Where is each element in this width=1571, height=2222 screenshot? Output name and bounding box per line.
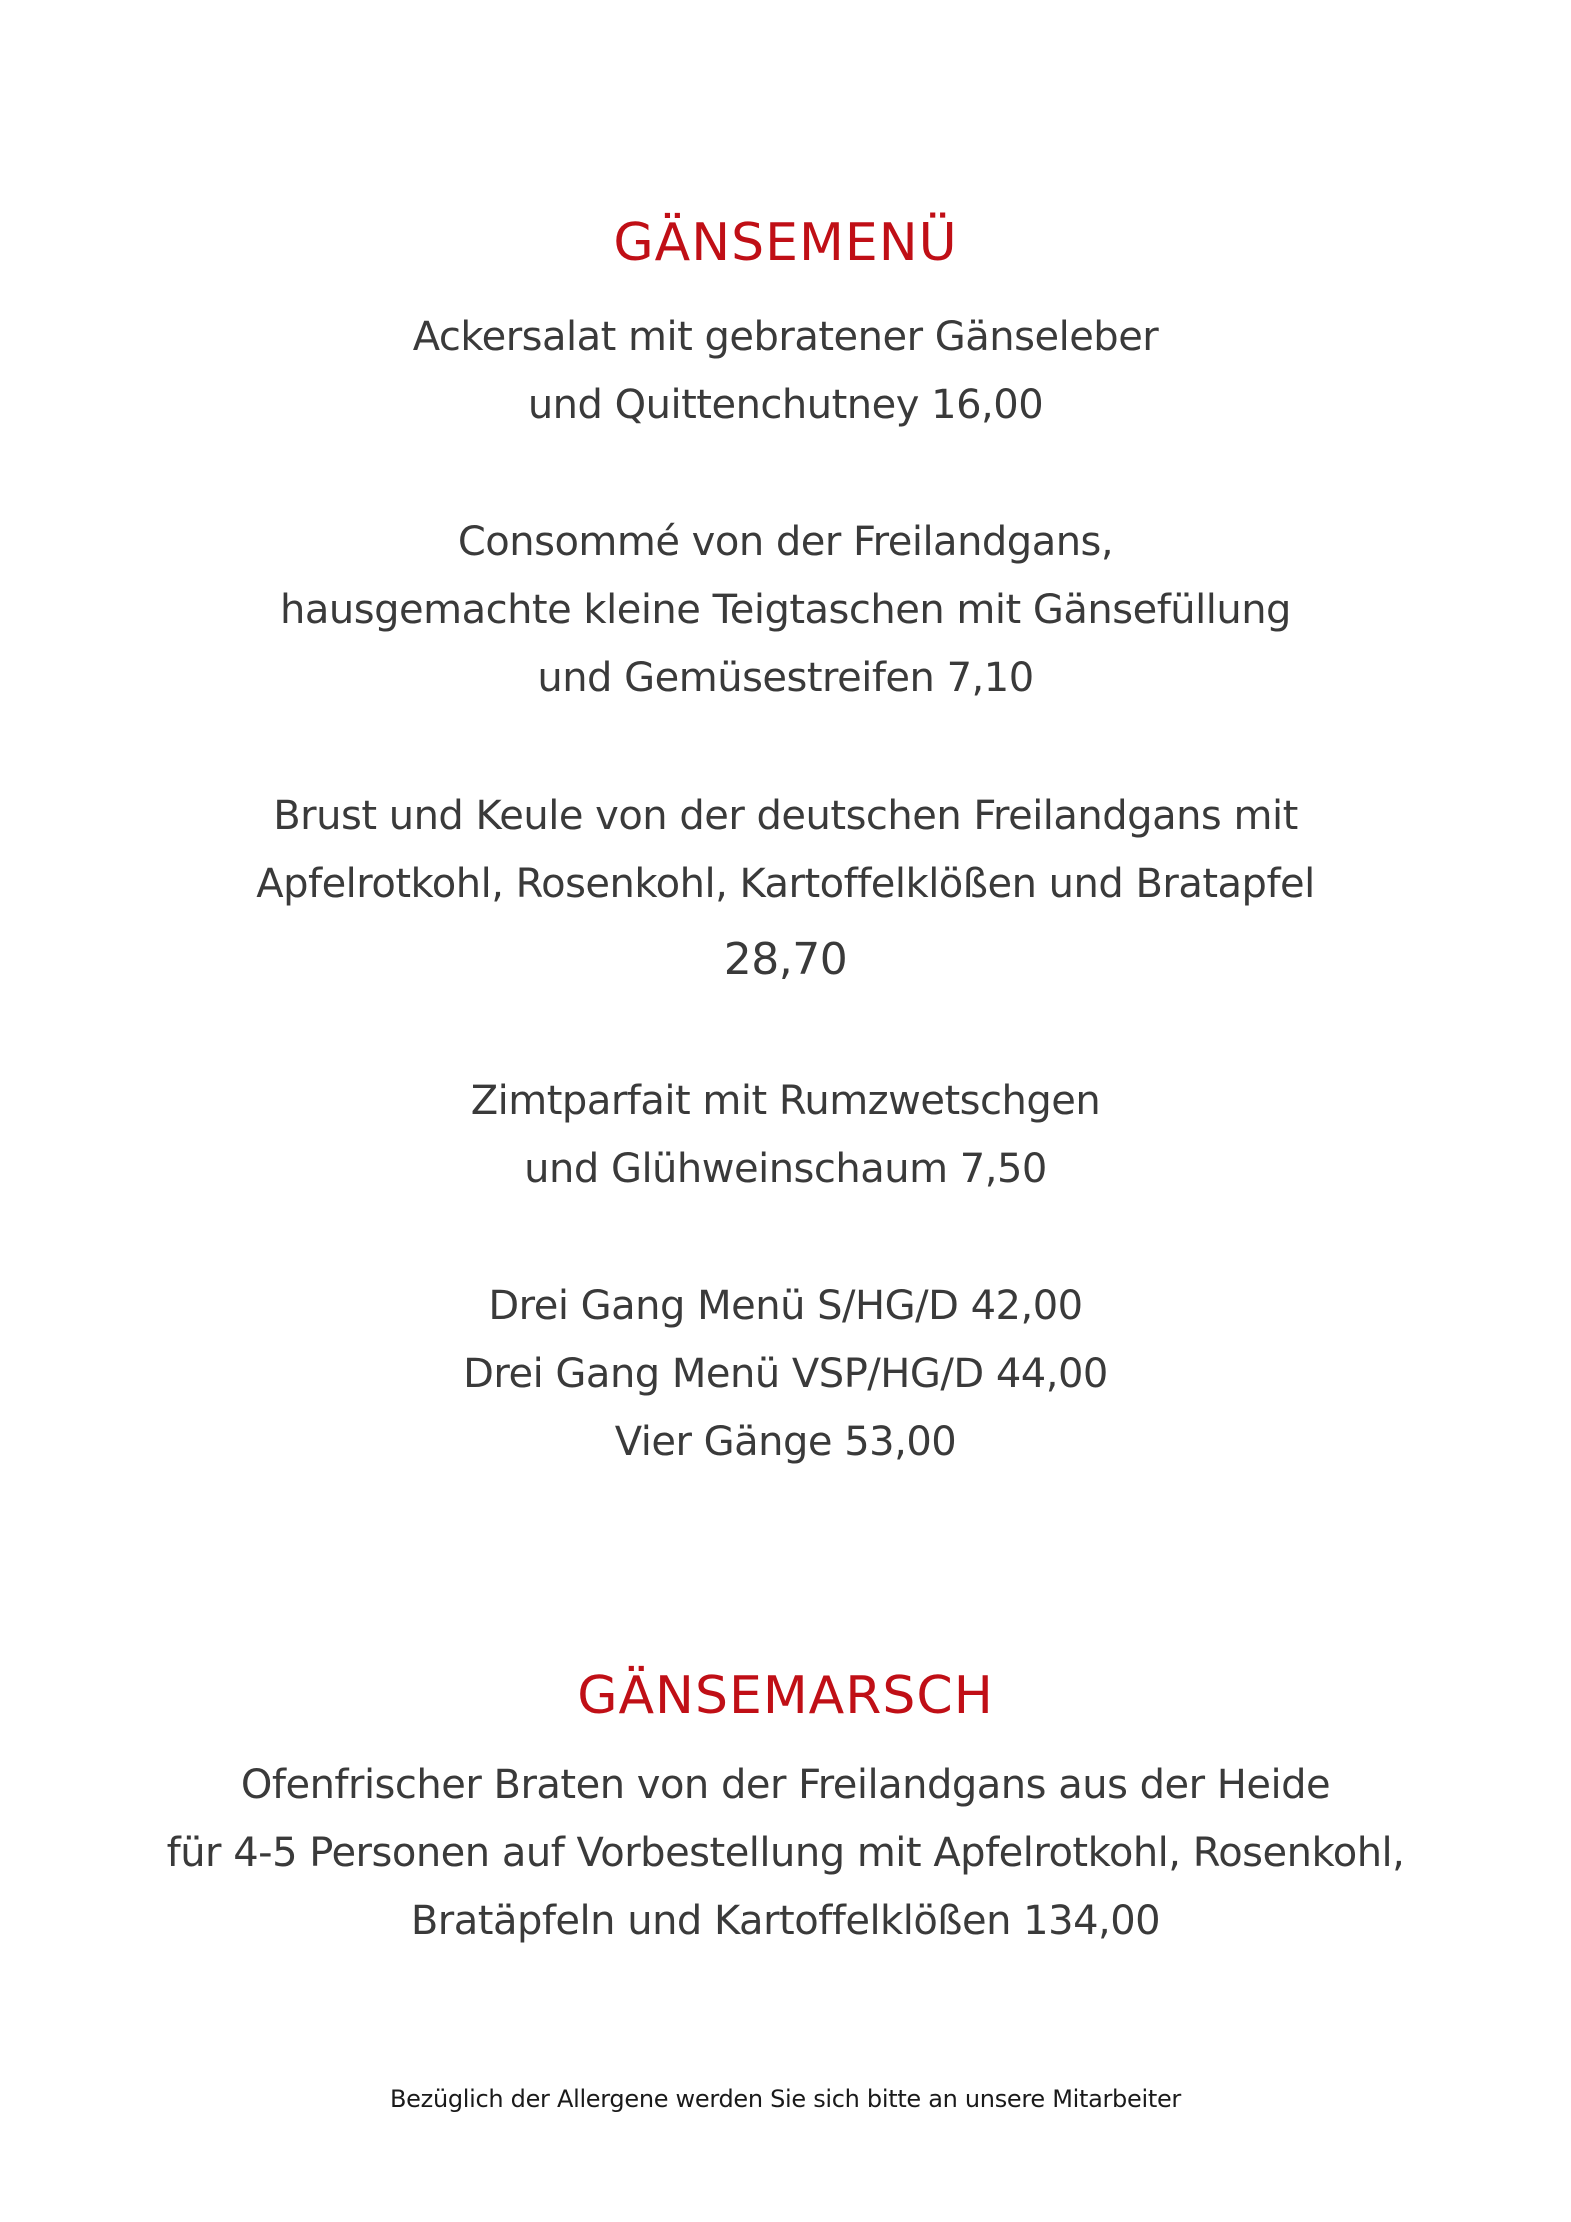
menu-item-line: und Glühweinschaum 7,50: [524, 1146, 1047, 1192]
menu-title-gaensemarsch: GÄNSEMARSCH: [577, 1666, 994, 1726]
menu-item-braten: [0, 1751, 1571, 1955]
menu-item-line: hausgemachte kleine Teigtaschen mit Gänsefüllung: [280, 587, 1291, 633]
menu-item-line: für 4-5 Personen auf Vorbestellung mit Apfelrotkohl, Rosenkohl,: [166, 1830, 1405, 1876]
menu-item-price: 28,70: [723, 934, 848, 985]
menu-item-line: Consommé von der Freilandgans,: [457, 519, 1114, 565]
menu-item-line: Ofenfrischer Braten von der Freilandgans aus der Heide: [240, 1762, 1331, 1808]
menu-item-line: Apfelrotkohl, Rosenkohl, Kartoffelklößen und Bratapfel: [256, 861, 1315, 907]
menu-item-line: und Gemüsestreifen 7,10: [537, 655, 1034, 701]
set-menu-line: Vier Gänge 53,00: [614, 1419, 957, 1465]
menu-item-line: und Quittenchutney 16,00: [527, 382, 1044, 428]
menu-item-brust-keule: [0, 782, 1571, 994]
allergen-note: Bezüglich der Allergene werden Sie sich bitte an unsere Mitarbeiter: [390, 2085, 1181, 2113]
menu-item-ackersalat: [0, 303, 1571, 439]
set-menu-list: [0, 1272, 1571, 1476]
menu-item-zimtparfait: [0, 1067, 1571, 1203]
set-menu-line: Drei Gang Menü VSP/HG/D 44,00: [463, 1351, 1108, 1397]
menu-title-gaensemenue: GÄNSEMENÜ: [613, 213, 958, 273]
menu-item-line: Brust und Keule von der deutschen Freilandgans mit: [273, 793, 1298, 839]
menu-item-line: Bratäpfeln und Kartoffelklößen 134,00: [410, 1898, 1161, 1944]
menu-item-line: Ackersalat mit gebratener Gänseleber: [412, 314, 1159, 360]
set-menu-line: Drei Gang Menü S/HG/D 42,00: [488, 1283, 1083, 1329]
menu-item-line: Zimtparfait mit Rumzwetschgen: [470, 1078, 1101, 1124]
menu-item-consomme: [0, 508, 1571, 712]
